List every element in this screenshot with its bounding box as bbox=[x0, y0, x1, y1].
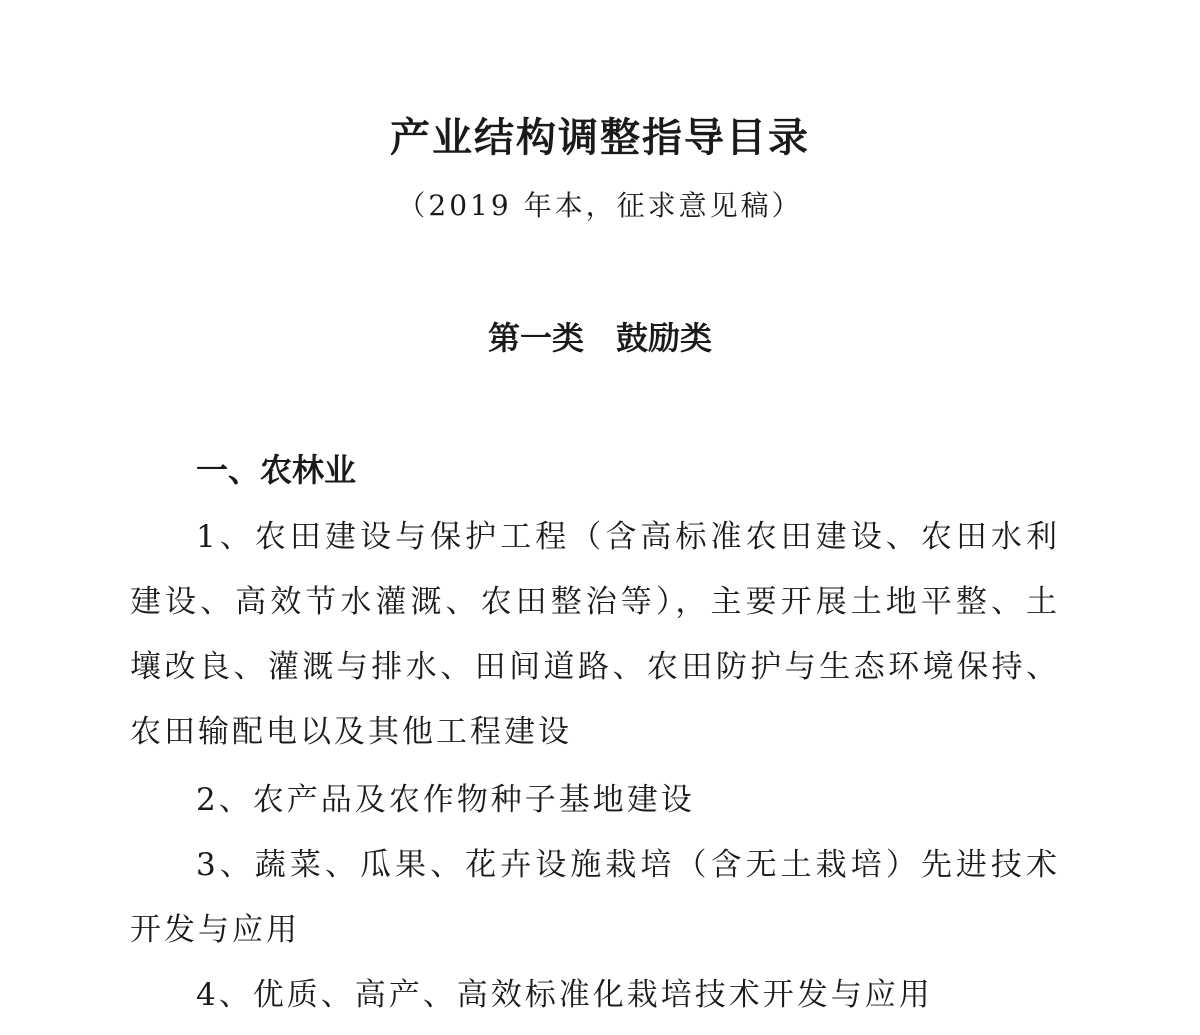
list-item: 3、蔬菜、瓜果、花卉设施栽培（含无土栽培）先进技术开发与应用 bbox=[130, 847, 1060, 948]
list-item: 2、农产品及农作物种子基地建设 bbox=[196, 782, 695, 818]
document-subtitle: （2019 年本，征求意见稿） bbox=[397, 189, 803, 222]
category-title: 第一类 鼓励类 bbox=[487, 319, 712, 357]
list-item: 1、农田建设与保护工程（含高标准农田建设、农田水利建设、高效节水灌溉、农田整治等），主要开展土地平整、土壤改良、灌溉与排水、田间道路、农田防护与生态环境保持、农田输配电以及其他工程建设 bbox=[130, 519, 1060, 750]
document-title: 产业结构调整指导目录 bbox=[390, 115, 810, 161]
section-heading: 一、农林业 bbox=[196, 451, 357, 489]
list-item: 4、优质、高产、高效标准化栽培技术开发与应用 bbox=[196, 977, 933, 1013]
